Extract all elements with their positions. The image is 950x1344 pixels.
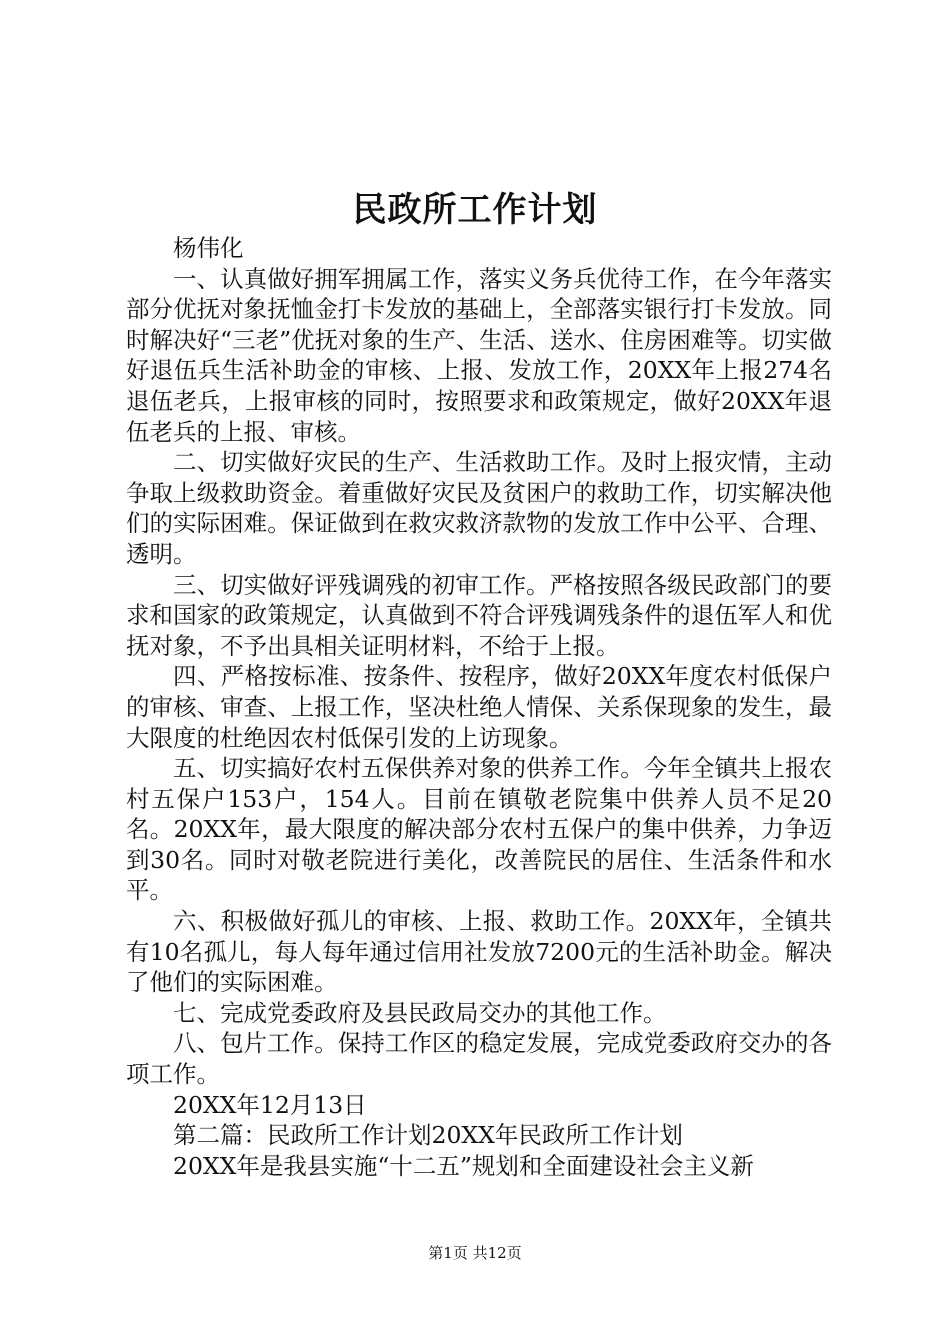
paragraph-8: 八、包片工作。保持工作区的稳定发展，完成党委政府交办的各项工作。 [126,1029,832,1089]
date-line: 20XX年12月13日 [173,1090,367,1119]
document-title: 民政所工作计划 [352,190,598,230]
paragraph-6: 六、积极做好孤儿的审核、上报、救助工作。20XX年，全镇共有10名孤儿，每人每年通过信用社发放7200元的生活补助金。解决了他们的实际困难。 [126,907,832,997]
paragraph-3: 三、切实做好评残调残的初审工作。严格按照各级民政部门的要求和国家的政策规定，认真做到不符合评残调残条件的退伍军人和优抚对象，不予出具相关证明材料，不给于上报。 [126,570,832,660]
section-heading: 第二篇：民政所工作计划20XX年民政所工作计划 [173,1121,683,1150]
paragraph-2: 二、切实做好灾民的生产、生活救助工作。及时上报灾情，主动争取上级救助资金。着重做好灾民及贫困户的救助工作，切实解决他们的实际困难。保证做到在救灾救济款物的发放工作中公平、合理、透明。 [126,448,832,568]
document-body [126,233,832,1181]
paragraph-7: 七、完成党委政府及县民政局交办的其他工作。 [173,998,667,1027]
page-number: 第1页 共12页 [428,1244,522,1262]
paragraph-1: 一、认真做好拥军拥属工作，落实义务兵优待工作，在今年落实部分优抚对象抚恤金打卡发放的基础上，全部落实银行打卡发放。同时解决好“三老”优抚对象的生产、生活、送水、住房困难等。切实做好退伍兵生活补助金的审核、上报、发放工作，20XX年上报274名退伍老兵，上报审核的同时，按照要求和政策规定，做好20XX年退伍老兵的上报、审核。 [126,264,832,446]
author-line: 杨伟化 [173,234,244,262]
paragraph-4: 四、严格按标准、按条件、按程序，做好20XX年度农村低保户的审核、审查、上报工作，坚决杜绝人情保、关系保现象的发生，最大限度的杜绝因农村低保引发的上访现象。 [126,662,832,752]
paragraph-continuation: 20XX年是我县实施“十二五”规划和全面建设社会主义新 [173,1151,754,1180]
paragraph-5: 五、切实搞好农村五保供养对象的供养工作。今年全镇共上报农村五保户153户，154人。目前在镇敬老院集中供养人员不足20名。20XX年，最大限度的解决部分农村五保户的集中供养，力争迈到30名。同时对敬老院进行美化，改善院民的居住、生活条件和水平。 [126,754,832,905]
